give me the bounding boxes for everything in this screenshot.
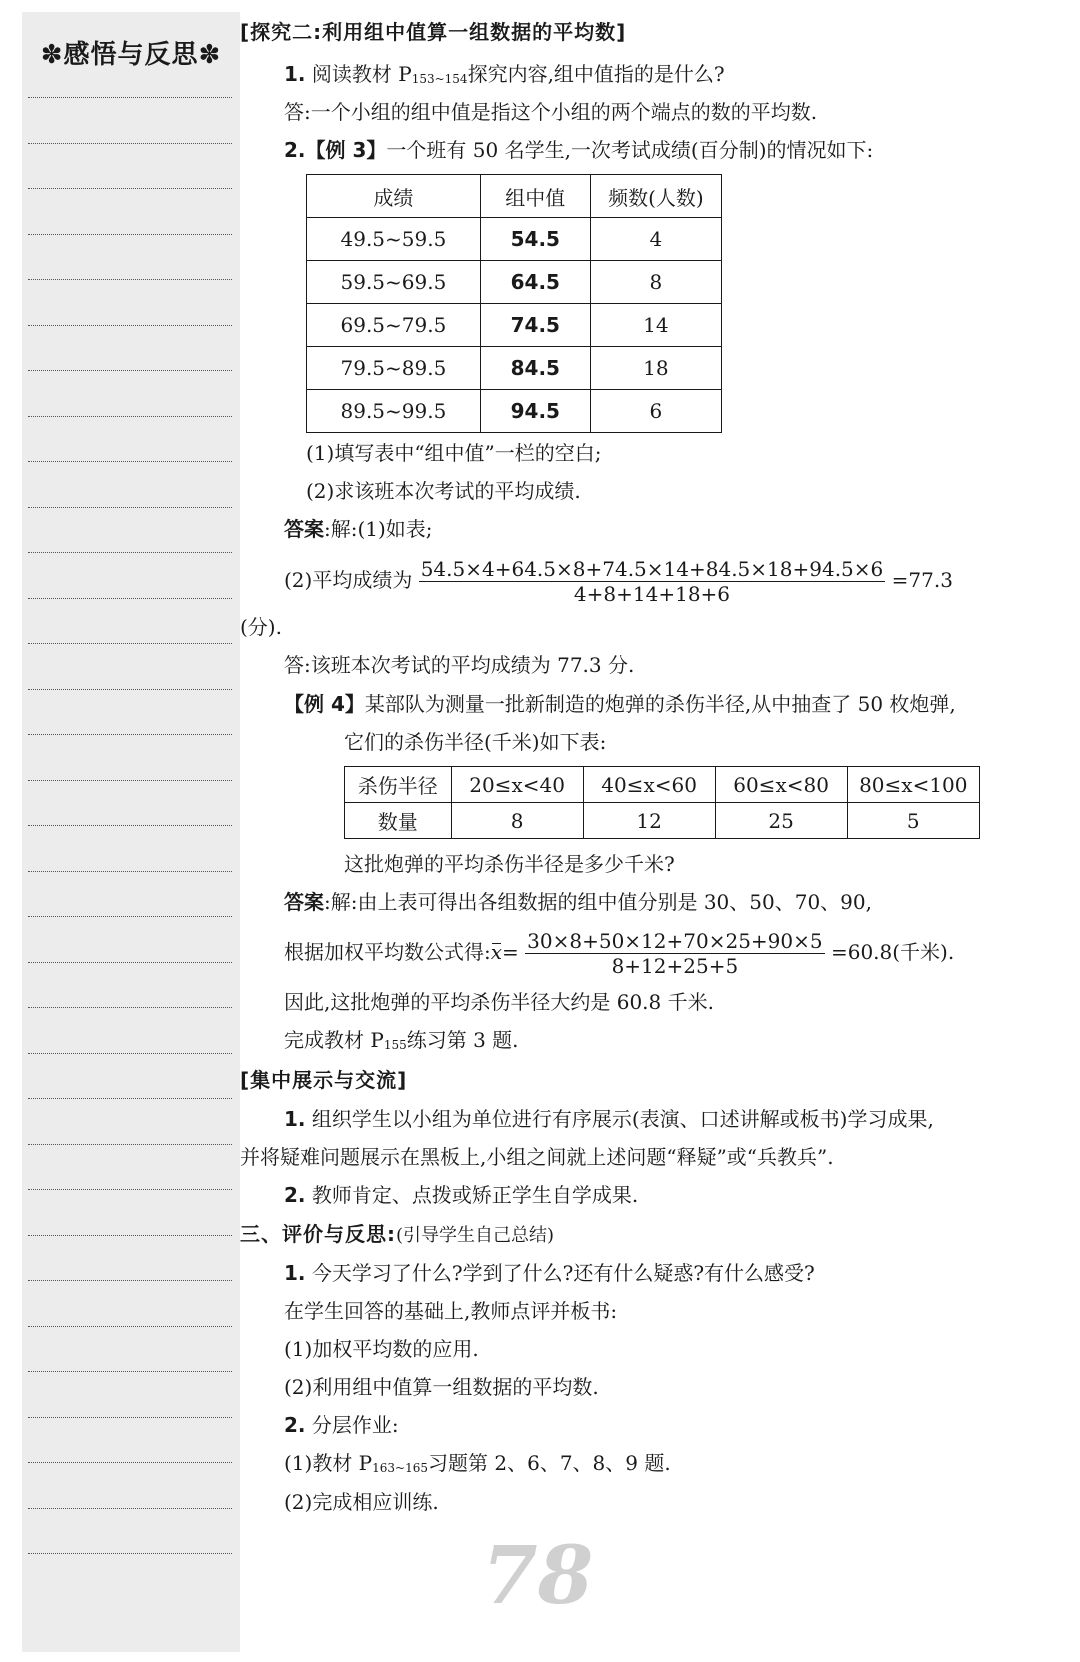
- sidebar-writing-line: [28, 1508, 232, 1509]
- display-item-1-continued: 并将疑难问题展示在黑板上,小组之间就上述问题“释疑”或“兵教兵”.: [240, 1145, 834, 1169]
- page-subscript: 155: [383, 1038, 407, 1052]
- item-text: 组织学生以小组为单位进行有序展示(表演、口述讲解或板书)学习成果,: [311, 1107, 934, 1131]
- answer-example-3: [284, 515, 433, 543]
- sub-question-1: (1)填写表中“组中值”一栏的空白;: [306, 441, 602, 465]
- page-subscript: 163~165: [372, 1461, 429, 1475]
- equals-sign: =: [502, 940, 519, 964]
- homework-item-2: (2)完成相应训练.: [284, 1490, 439, 1514]
- table-row: [307, 218, 722, 261]
- formula-result: =77.3: [891, 568, 953, 592]
- table-header: 成绩: [307, 175, 481, 218]
- table-cell: 4: [590, 218, 721, 261]
- evaluation-note: (引导学生自己总结): [396, 1225, 555, 1246]
- sidebar-writing-line: [28, 552, 232, 553]
- table-row: [345, 767, 980, 803]
- item-text: 分层作业:: [311, 1413, 399, 1437]
- formula-prefix: (2)平均成绩为: [284, 568, 413, 592]
- page-number: 78: [482, 1528, 594, 1622]
- fraction-denominator: 4+8+14+18+6: [573, 582, 731, 606]
- table-row: [307, 304, 722, 347]
- sidebar-writing-line: [28, 325, 232, 326]
- average-formula: [284, 554, 953, 606]
- sidebar-writing-line: [28, 643, 232, 644]
- teacher-summary: 在学生回答的基础上,教师点评并板书:: [284, 1299, 618, 1323]
- fraction-numerator: 30×8+50×12+70×25+90×5: [527, 929, 823, 953]
- table-cell: 49.5~59.5: [307, 218, 481, 261]
- summary-item-1: (1)加权平均数的应用.: [284, 1337, 479, 1361]
- answer-1: 答:一个小组的组中值是指这个小组的两个端点的数的平均数.: [284, 100, 818, 124]
- answer-text: :解:(1)如表;: [324, 517, 433, 541]
- section-heading-evaluation: [240, 1220, 554, 1250]
- formula-prefix: 根据加权平均数公式得:: [284, 940, 491, 964]
- fraction: [525, 929, 824, 978]
- sidebar-writing-line: [28, 279, 232, 280]
- table-cell: 94.5: [480, 390, 590, 433]
- fraction: [419, 557, 886, 606]
- sidebar-writing-line: [28, 507, 232, 508]
- sub-question-2: (2)求该班本次考试的平均成绩.: [306, 479, 581, 503]
- homework-text-a: (1)教材 P: [284, 1451, 373, 1475]
- conclusion-example-3: 答:该班本次考试的平均成绩为 77.3 分.: [284, 653, 635, 677]
- table-cell: 6: [590, 390, 721, 433]
- x-bar-symbol: x: [490, 940, 503, 964]
- sidebar-writing-line: [28, 234, 232, 235]
- sidebar-writing-line: [28, 1053, 232, 1054]
- main-content: [240, 0, 1060, 1662]
- table-cell: 60≤x<80: [715, 767, 847, 803]
- question-1: [284, 60, 725, 93]
- homework-text-b: 练习第 3 题.: [406, 1028, 519, 1052]
- sidebar-writing-line: [28, 1280, 232, 1281]
- item-number: 1.: [284, 1261, 306, 1285]
- table-row: [307, 390, 722, 433]
- page-subscript: 153~154: [411, 72, 468, 86]
- table-cell: 54.5: [480, 218, 590, 261]
- table-cell: 25: [715, 803, 847, 839]
- table-cell: 64.5: [480, 261, 590, 304]
- sidebar-writing-line: [28, 188, 232, 189]
- radius-table: [344, 766, 980, 839]
- sidebar-writing-line: [28, 1007, 232, 1008]
- item-number: 2.: [284, 1183, 306, 1207]
- reflection-sidebar: [22, 12, 240, 1652]
- table-cell: 8: [590, 261, 721, 304]
- evaluation-question-1: [284, 1259, 815, 1287]
- table-row: [307, 347, 722, 390]
- section-heading-display: [集中展示与交流]: [240, 1068, 408, 1092]
- table-cell: 5: [847, 803, 979, 839]
- sidebar-writing-line: [28, 461, 232, 462]
- table-cell: 69.5~79.5: [307, 304, 481, 347]
- display-item-1: [284, 1105, 934, 1133]
- sidebar-writing-line: [28, 97, 232, 98]
- answer-text: :解:由上表可得出各组数据的组中值分别是 30、50、70、90,: [324, 890, 872, 914]
- table-cell: 80≤x<100: [847, 767, 979, 803]
- table-cell: 20≤x<40: [451, 767, 583, 803]
- fraction-denominator: 8+12+25+5: [611, 954, 739, 978]
- unit-text: (分).: [240, 615, 282, 639]
- question-text: 一个班有 50 名学生,一次考试成绩(百分制)的情况如下:: [386, 138, 874, 162]
- sidebar-writing-line: [28, 780, 232, 781]
- item-number: 2.: [284, 1413, 306, 1437]
- answer-label: 答案: [284, 890, 324, 914]
- homework-text-b: 习题第 2、6、7、8、9 题.: [428, 1451, 671, 1475]
- homework-note: [284, 1026, 519, 1059]
- evaluation-title: 三、评价与反思:: [240, 1222, 396, 1246]
- formula-result: =60.8(千米).: [830, 940, 955, 964]
- answer-label: 答案: [284, 517, 324, 541]
- table-header: 频数(人数): [590, 175, 721, 218]
- example-text: 某部队为测量一批新制造的炮弹的杀伤半径,从中抽查了 50 枚炮弹,: [364, 692, 956, 716]
- sidebar-writing-line: [28, 1553, 232, 1554]
- item-text: 今天学习了什么?学到了什么?还有什么疑惑?有什么感受?: [311, 1261, 815, 1285]
- question-number: 1.: [284, 62, 306, 86]
- sidebar-writing-line: [28, 916, 232, 917]
- sidebar-writing-line: [28, 1144, 232, 1145]
- table-cell: 84.5: [480, 347, 590, 390]
- table-row: [345, 803, 980, 839]
- sidebar-writing-line: [28, 1326, 232, 1327]
- table-cell: 18: [590, 347, 721, 390]
- sidebar-writing-line: [28, 734, 232, 735]
- sidebar-writing-line: [28, 598, 232, 599]
- sidebar-writing-line: [28, 825, 232, 826]
- example-4-line-2: 它们的杀伤半径(千米)如下表:: [344, 730, 607, 754]
- item-number: 1.: [284, 1107, 306, 1131]
- sidebar-writing-line: [28, 1371, 232, 1372]
- homework-item-1: [284, 1449, 671, 1482]
- table-cell: 8: [451, 803, 583, 839]
- example-tag: 【例 3】: [305, 138, 387, 162]
- example-tag: 【例 4】: [284, 692, 365, 716]
- table-cell: 杀伤半径: [345, 767, 452, 803]
- table-header: 组中值: [480, 175, 590, 218]
- table-cell: 数量: [345, 803, 452, 839]
- summary-item-2: (2)利用组中值算一组数据的平均数.: [284, 1375, 599, 1399]
- table-cell: 59.5~69.5: [307, 261, 481, 304]
- homework-heading: [284, 1411, 399, 1439]
- sidebar-writing-line: [28, 1462, 232, 1463]
- table-cell: 89.5~99.5: [307, 390, 481, 433]
- answer-example-4: [284, 888, 872, 916]
- sidebar-writing-line: [28, 416, 232, 417]
- item-text: 教师肯定、点拨或矫正学生自学成果.: [311, 1183, 639, 1207]
- weighted-average-formula: [284, 926, 954, 978]
- section-heading-explore-two: [探究二:利用组中值算一组数据的平均数]: [240, 20, 627, 44]
- sidebar-writing-line: [28, 1417, 232, 1418]
- sidebar-title: ✽感悟与反思✽: [40, 40, 222, 70]
- sidebar-writing-line: [28, 143, 232, 144]
- table-cell: 40≤x<60: [583, 767, 715, 803]
- example-4-question: 这批炮弹的平均杀伤半径是多少千米?: [344, 852, 675, 876]
- table-header-row: [307, 175, 722, 218]
- sidebar-writing-line: [28, 370, 232, 371]
- question-2: [284, 136, 873, 164]
- sidebar-writing-line: [28, 871, 232, 872]
- table-cell: 12: [583, 803, 715, 839]
- question-number: 2.: [284, 138, 306, 162]
- question-text-b: 探究内容,组中值指的是什么?: [467, 62, 725, 86]
- sidebar-writing-line: [28, 689, 232, 690]
- sidebar-writing-line: [28, 1235, 232, 1236]
- question-text-a: 阅读教材 P: [311, 62, 412, 86]
- sidebar-writing-line: [28, 962, 232, 963]
- fraction-numerator: 54.5×4+64.5×8+74.5×14+84.5×18+94.5×6: [420, 557, 884, 581]
- homework-text-a: 完成教材 P: [284, 1028, 384, 1052]
- display-item-2: [284, 1181, 638, 1209]
- score-table: [306, 174, 722, 433]
- sidebar-writing-line: [28, 1189, 232, 1190]
- table-cell: 74.5: [480, 304, 590, 347]
- table-row: [307, 261, 722, 304]
- example-4-line-1: [284, 690, 956, 718]
- table-cell: 14: [590, 304, 721, 347]
- therefore-text: 因此,这批炮弹的平均杀伤半径大约是 60.8 千米.: [284, 990, 714, 1014]
- sidebar-writing-line: [28, 1098, 232, 1099]
- table-cell: 79.5~89.5: [307, 347, 481, 390]
